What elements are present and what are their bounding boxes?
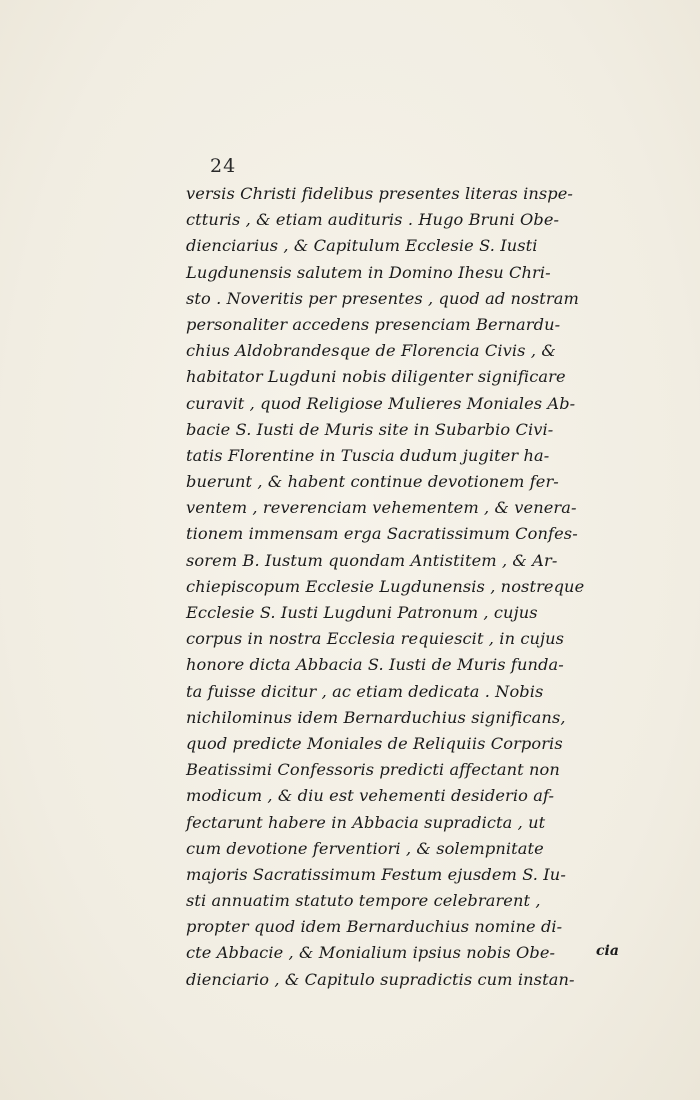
text-line: ventem , reverenciam vehementem , & venera-	[186, 498, 577, 518]
text-line: cte Abbacie , & Monialium ipsius nobis Obe-	[186, 943, 556, 963]
text-line: curavit , quod Religiose Mulieres Moniales Ab-	[186, 393, 576, 413]
text-line: ta fuisse dicitur , ac etiam dedicata . Nobis	[186, 681, 544, 701]
text-line: majoris Sacratissimum Festum ejusdem S. Iu-	[186, 864, 566, 884]
text-line: versis Christi fidelibus presentes literas inspe-	[186, 184, 573, 203]
page-number: 24	[210, 155, 237, 177]
text-line: Lugdunensis salutem in Domino Ihesu Chri-	[186, 262, 551, 282]
text-line: quod predicte Moniales de Reliquiis Corporis	[186, 733, 563, 753]
text-line: propter quod idem Bernarduchius nomine di-	[186, 917, 563, 937]
text-line: dienciario , & Capitulo supradictis cum instan-	[186, 969, 575, 989]
text-line: personaliter accedens presenciam Bernardu-	[186, 314, 561, 334]
text-line: chiepiscopum Ecclesie Lugdunensis , nostreque	[186, 576, 585, 596]
text-line: corpus in nostra Ecclesia requiescit , in cujus	[186, 629, 565, 649]
text-line: bacie S. Iusti de Muris site in Subarbio Civi-	[186, 419, 554, 439]
text-line: nichilominus idem Bernarduchius significans,	[186, 707, 566, 727]
latin-text-block	[186, 181, 626, 993]
text-line: sti annuatim statuto tempore celebrarent ,	[186, 891, 541, 911]
text-line: Ecclesie S. Iusti Lugduni Patronum , cujus	[186, 603, 538, 622]
text-line: cum devotione ferventiori , & solempnitate	[186, 838, 544, 858]
text-line: chius Aldobrandesque de Florencia Civis , &	[186, 341, 556, 361]
text-line: sto . Noveritis per presentes , quod ad nostram	[186, 288, 579, 308]
catchword: cia	[596, 943, 619, 959]
text-line: honore dicta Abbacia S. Iusti de Muris funda-	[186, 655, 564, 675]
text-line: sorem B. Iustum quondam Antistitem , & Ar-	[186, 550, 558, 570]
text-line: modicum , & diu est vehementi desiderio af-	[186, 786, 555, 806]
text-line: tatis Florentine in Tuscia dudum jugiter ha-	[186, 445, 550, 465]
text-line: ctturis , & etiam audituris . Hugo Bruni Obe-	[186, 210, 560, 230]
text-line: fectarunt habere in Abbacia supradicta , ut	[186, 812, 546, 832]
text-line: buerunt , & habent continue devotionem fer-	[186, 472, 559, 492]
text-line: tionem immensam erga Sacratissimum Confes-	[186, 524, 578, 544]
text-line: Beatissimi Confessoris predicti affectant non	[186, 760, 560, 780]
text-line: dienciarius , & Capitulum Ecclesie S. Iusti	[186, 236, 538, 256]
text-line: habitator Lugduni nobis diligenter significare	[186, 367, 566, 387]
